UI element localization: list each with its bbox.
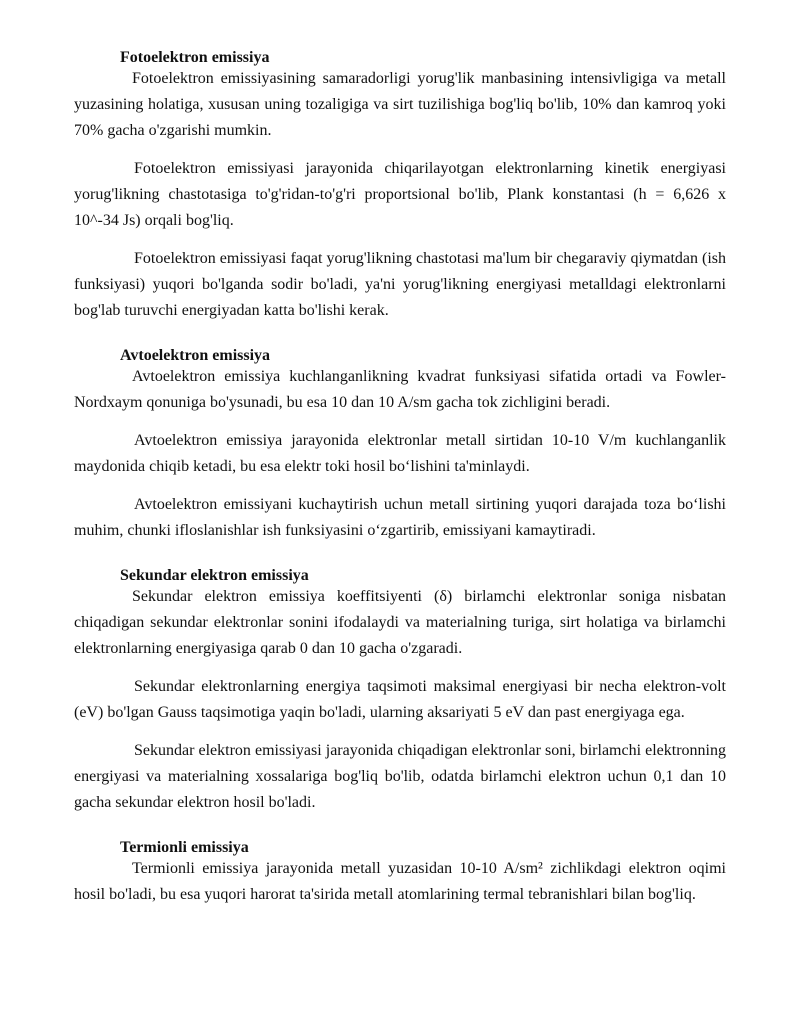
section-sekundar <box>74 566 726 816</box>
paragraph: Fotoelektron emissiyasi faqat yorug'likning chastotasi ma'lum bir chegaraviy qiymatdan (ish funksiyasi) yuqori bo'lganda sodir bo'ladi, ya'ni yorug'likning energiyasi metalldagi elektronlarni bog'lab turuvchi energiyadan katta bo'lishi kerak. <box>74 250 726 319</box>
section-heading: Avtoelektron emissiya <box>120 347 271 364</box>
paragraph: Avtoelektron emissiya jarayonida elektronlar metall sirtidan 10-10 V/m kuchlanganlik maydonida chiqib ketadi, bu esa elektr toki hosil bo‘lishini ta'minlaydi. <box>74 432 726 475</box>
section-avtoelektron <box>74 346 726 544</box>
section-termionli <box>74 838 726 908</box>
paragraph: Sekundar elektron emissiya koeffitsiyenti (δ) birlamchi elektronlar soniga nisbatan chiqadigan sekundar elektronlar sonini ifodalaydi va materialning turiga, sirt holatiga va birlamchi elektronlarning energiyasiga qarab 0 dan 10 gacha o'zgaradi. <box>74 588 726 657</box>
section-fotoelektron <box>74 48 726 324</box>
paragraph: Fotoelektron emissiyasi jarayonida chiqarilayotgan elektronlarning kinetik energiyasi yorug'likning chastotasiga to'g'ridan-to'g'ri proportsional bo'lib, Plank konstantasi (h = 6,626 x 10^-34 Js) orqali bog'liq. <box>74 160 726 229</box>
paragraph: Avtoelektron emissiya kuchlanganlikning kvadrat funksiyasi sifatida ortadi va Fowler-Nordxaym qonuniga bo'ysunadi, bu esa 10 dan 10 A/sm gacha tok zichligini beradi. <box>74 368 726 411</box>
section-heading: Fotoelektron emissiya <box>120 49 270 66</box>
paragraph: Avtoelektron emissiyani kuchaytirish uchun metall sirtining yuqori darajada toza bo‘lishi muhim, chunki ifloslanishlar ish funksiyasini o‘zgartirib, emissiyani kamaytiradi. <box>74 496 726 539</box>
paragraph: Sekundar elektronlarning energiya taqsimoti maksimal energiyasi bir necha elektron-volt (eV) bo'lgan Gauss taqsimotiga yaqin bo'ladi, ularning aksariyati 5 eV dan past energiyaga ega. <box>74 678 726 721</box>
paragraph: Termionli emissiya jarayonida metall yuzasidan 10-10 A/sm² zichlikdagi elektron oqimi hosil bo'ladi, bu esa yuqori harorat ta'sirida metall atomlarining termal tebranishlari bilan bog'liq. <box>74 860 726 903</box>
paragraph: Fotoelektron emissiyasining samaradorligi yorug'lik manbasining intensivligiga va metall yuzasining holatiga, xususan uning tozaligiga va sirt tuzilishiga bog'liq bo'lib, 10% dan kamroq yoki 70% gacha o'zgarishi mumkin. <box>74 70 726 139</box>
section-heading: Sekundar elektron emissiya <box>120 567 309 584</box>
section-heading: Termionli emissiya <box>120 839 249 856</box>
document-page <box>74 48 726 908</box>
paragraph: Sekundar elektron emissiyasi jarayonida chiqadigan elektronlar soni, birlamchi elektronning energiyasi va materialning xossalariga bog'liq bo'lib, odatda birlamchi elektron uchun 0,1 dan 10 gacha sekundar elektron hosil bo'ladi. <box>74 742 726 811</box>
